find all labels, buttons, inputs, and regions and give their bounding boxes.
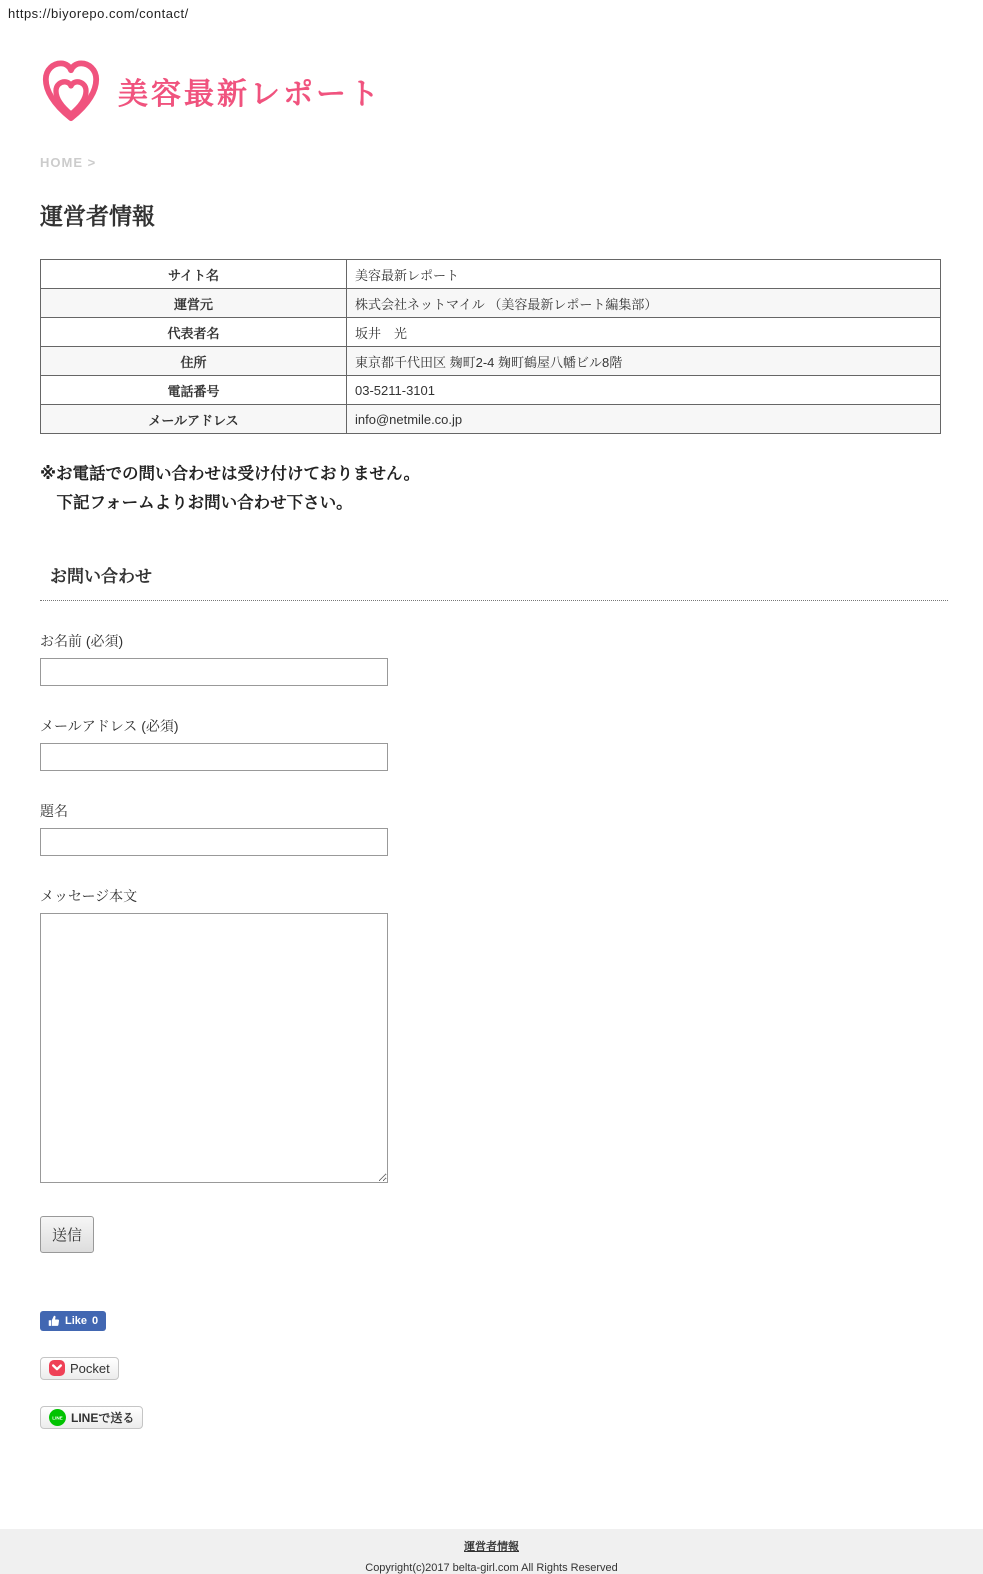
row-value: info@netmile.co.jp (347, 405, 941, 434)
message-field[interactable] (40, 913, 388, 1183)
phone-notice (40, 460, 948, 518)
footer-copyright: Copyright(c)2017 belta-girl.com All Rights Reserved (365, 1562, 618, 1574)
subject-field[interactable] (40, 828, 388, 856)
row-label: 住所 (41, 347, 347, 376)
thumbs-up-icon (48, 1315, 60, 1327)
message-field-label: メッセージ本文 (40, 888, 138, 904)
table-row (41, 347, 941, 376)
table-row (41, 260, 941, 289)
row-label: サイト名 (41, 260, 347, 289)
row-value: 坂井 光 (347, 318, 941, 347)
name-field[interactable] (40, 658, 388, 686)
page-title: 運営者情報 (40, 203, 155, 229)
row-value: 東京都千代田区 麹町2-4 麹町鶴屋八幡ビル8階 (347, 347, 941, 376)
table-row (41, 289, 941, 318)
notice-line-2: 下記フォームよりお問い合わせ下さい。 (40, 494, 353, 512)
table-row (41, 318, 941, 347)
facebook-like-label: Like (65, 1314, 88, 1327)
row-label: 代表者名 (41, 318, 347, 347)
table-row (41, 376, 941, 405)
breadcrumb[interactable]: HOME > (40, 155, 97, 170)
submit-button[interactable]: 送信 (40, 1216, 94, 1253)
row-label: メールアドレス (41, 405, 347, 434)
footer (0, 1529, 983, 1574)
line-share-button[interactable] (40, 1406, 143, 1429)
row-value: 03-5211-3101 (347, 376, 941, 405)
row-value: 株式会社ネットマイル （美容最新レポート編集部） (347, 289, 941, 318)
footer-operator-info-link[interactable]: 運営者情報 (464, 1541, 519, 1553)
contact-form (40, 631, 948, 1253)
row-label: 運営元 (41, 289, 347, 318)
facebook-like-button[interactable] (40, 1311, 106, 1331)
site-logo[interactable] (40, 59, 948, 123)
page-url-text: https://biyorepo.com/contact/ (8, 6, 189, 21)
line-share-label: LINEで送る (71, 1411, 135, 1425)
table-row (41, 405, 941, 434)
pocket-icon (49, 1360, 65, 1376)
operator-info-table (40, 259, 941, 434)
row-value: 美容最新レポート (347, 260, 941, 289)
contact-heading: お問い合わせ (40, 562, 948, 601)
row-label: 電話番号 (41, 376, 347, 405)
name-field-label: お名前 (必須) (40, 633, 124, 649)
heart-logo-icon (40, 59, 102, 123)
notice-line-1: ※お電話での問い合わせは受け付けておりません。 (40, 465, 421, 483)
line-icon (49, 1409, 66, 1426)
subject-field-label: 題名 (40, 803, 68, 819)
site-title: 美容最新レポート (118, 78, 382, 111)
facebook-like-count: 0 (92, 1314, 99, 1327)
pocket-label: Pocket (70, 1360, 110, 1376)
email-field-label: メールアドレス (必須) (40, 718, 179, 734)
email-field[interactable] (40, 743, 388, 771)
svg-text:LINE: LINE (52, 1415, 63, 1421)
pocket-button[interactable] (40, 1357, 119, 1380)
share-buttons (40, 1311, 948, 1431)
